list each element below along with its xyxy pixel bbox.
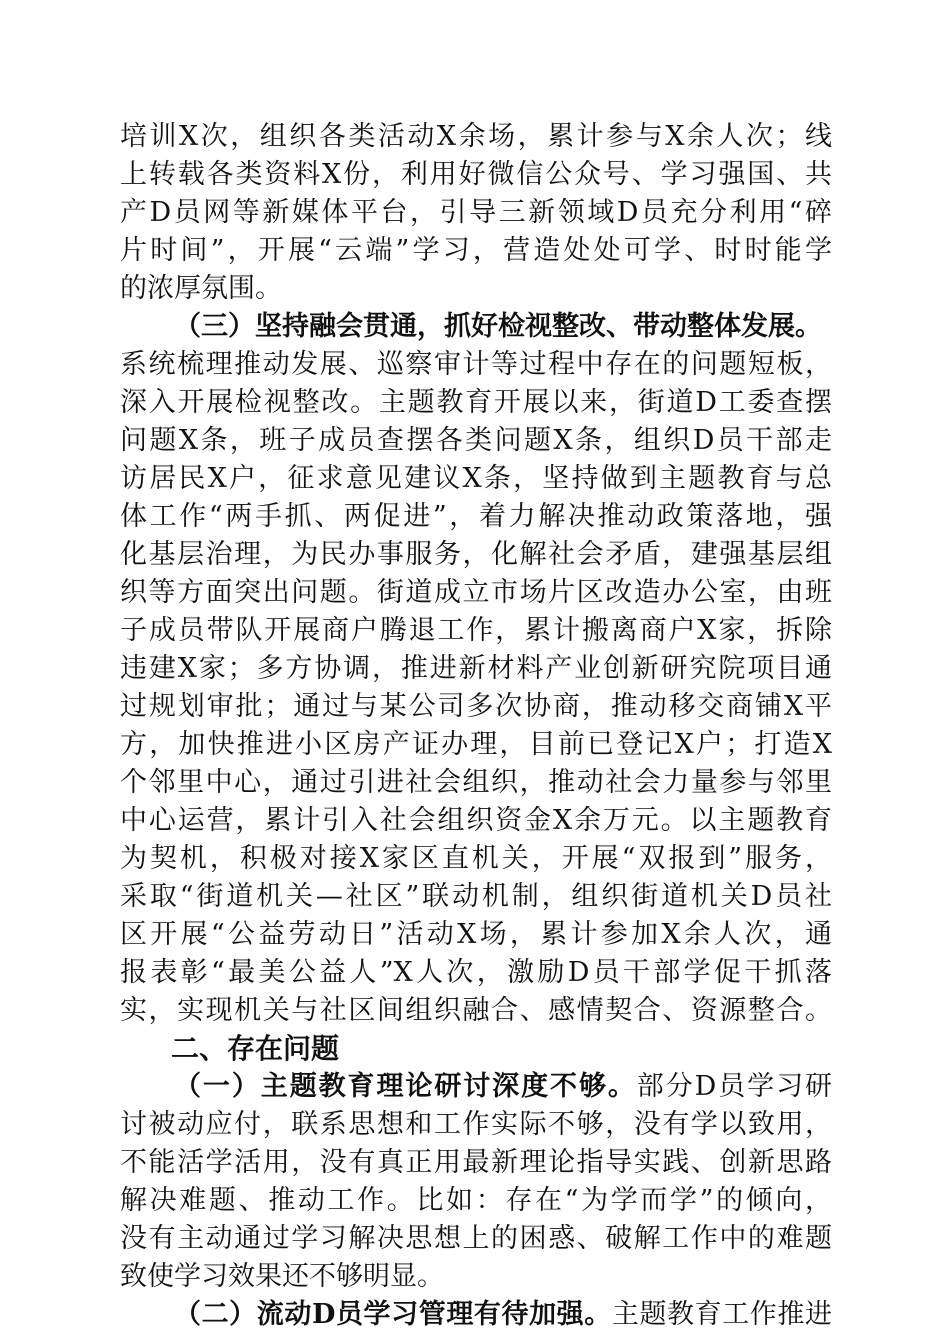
paragraph-line: 解决难题、推动工作。比如：存在“为学而学”的倾向， (120, 1185, 832, 1216)
paragraph-line: 问题X条，班子成员查摆各类问题X条，组织D员干部走 (120, 425, 832, 456)
paragraph-line: 区开展“公益劳动日”活动X场，累计参加X余人次，通 (120, 919, 832, 950)
paragraph-line: 体工作“两手抓、两促进”，着力解决推动政策落地，强 (120, 501, 832, 532)
issue-2-title: （二）流动D员学习管理有待加强。 (174, 1299, 612, 1330)
paragraph-line: 系统梳理推动发展、巡察审计等过程中存在的问题短板， (120, 349, 832, 380)
paragraph-line: 没有主动通过学习解决思想上的困惑、破解工作中的难题 (120, 1223, 832, 1254)
paragraph-line-last: 的浓厚氛围。 (120, 273, 282, 304)
paragraph-line: 片时间”，开展“云端”学习，营造处处可学、时时能学 (120, 235, 832, 266)
paragraph-line: 过规划审批；通过与某公司多次协商，推动移交商铺X平 (120, 691, 832, 722)
paragraph-line: 产D员网等新媒体平台，引导三新领域D员充分利用“碎 (120, 197, 832, 228)
section-heading: 二、存在问题 (171, 1032, 340, 1065)
paragraph-line: 中心运营，累计引入社会组织资金X余万元。以主题教育 (120, 805, 832, 836)
issue-2-text: 主题教育工作推进 (611, 1299, 832, 1330)
paragraph-line: 子成员带队开展商户腾退工作，累计搬离商户X家，拆除 (120, 615, 832, 646)
paragraph-line-last: 致使学习效果还不够明显。 (120, 1261, 444, 1292)
issue-1-first-line (120, 1067, 832, 1107)
paragraph-line: 培训X次，组织各类活动X余场，累计参与X余人次；线 (120, 121, 832, 152)
issue-2-first-line (120, 1295, 832, 1335)
issue-1-text: 部分D员学习研 (636, 1071, 832, 1102)
subsection-title-3: （三）坚持融会贯通，抓好检视整改、带动整体发展。 (174, 311, 822, 342)
paragraph-line: 采取“街道机关—社区”联动机制，组织街道机关D员社 (120, 881, 832, 912)
paragraph-line: 不能活学活用，没有真正用最新理论指导实践、创新思路 (120, 1147, 832, 1178)
paragraph-line: 报表彰“最美公益人”X人次，激励D员干部学促干抓落 (120, 957, 832, 988)
paragraph-line: 化基层治理，为民办事服务，化解社会矛盾，建强基层组 (120, 539, 832, 570)
issue-1-title: （一）主题教育理论研讨深度不够。 (174, 1071, 637, 1102)
paragraph-line: 为契机，积极对接X家区直机关，开展“双报到”服务， (120, 843, 832, 874)
paragraph-line: 织等方面突出问题。街道成立市场片区改造办公室，由班 (120, 577, 832, 608)
paragraph-line: 方，加快推进小区房产证办理，目前已登记X户；打造X (120, 729, 832, 760)
paragraph-line: 深入开展检视整改。主题教育开展以来，街道D工委查摆 (120, 387, 832, 418)
paragraph-line: 上转载各类资料X份，利用好微信公众号、学习强国、共 (120, 159, 832, 190)
paragraph-line: 个邻里中心，通过引进社会组织，推动社会力量参与邻里 (120, 767, 832, 798)
paragraph-line: 违建X家；多方协调，推进新材料产业创新研究院项目通 (120, 653, 832, 684)
paragraph-line: 实，实现机关与社区间组织融合、感情契合、资源整合。 (120, 995, 832, 1026)
paragraph-line: 讨被动应付，联系思想和工作实际不够，没有学以致用， (120, 1109, 832, 1140)
paragraph-line: 访居民X户，征求意见建议X条，坚持做到主题教育与总 (120, 463, 832, 494)
